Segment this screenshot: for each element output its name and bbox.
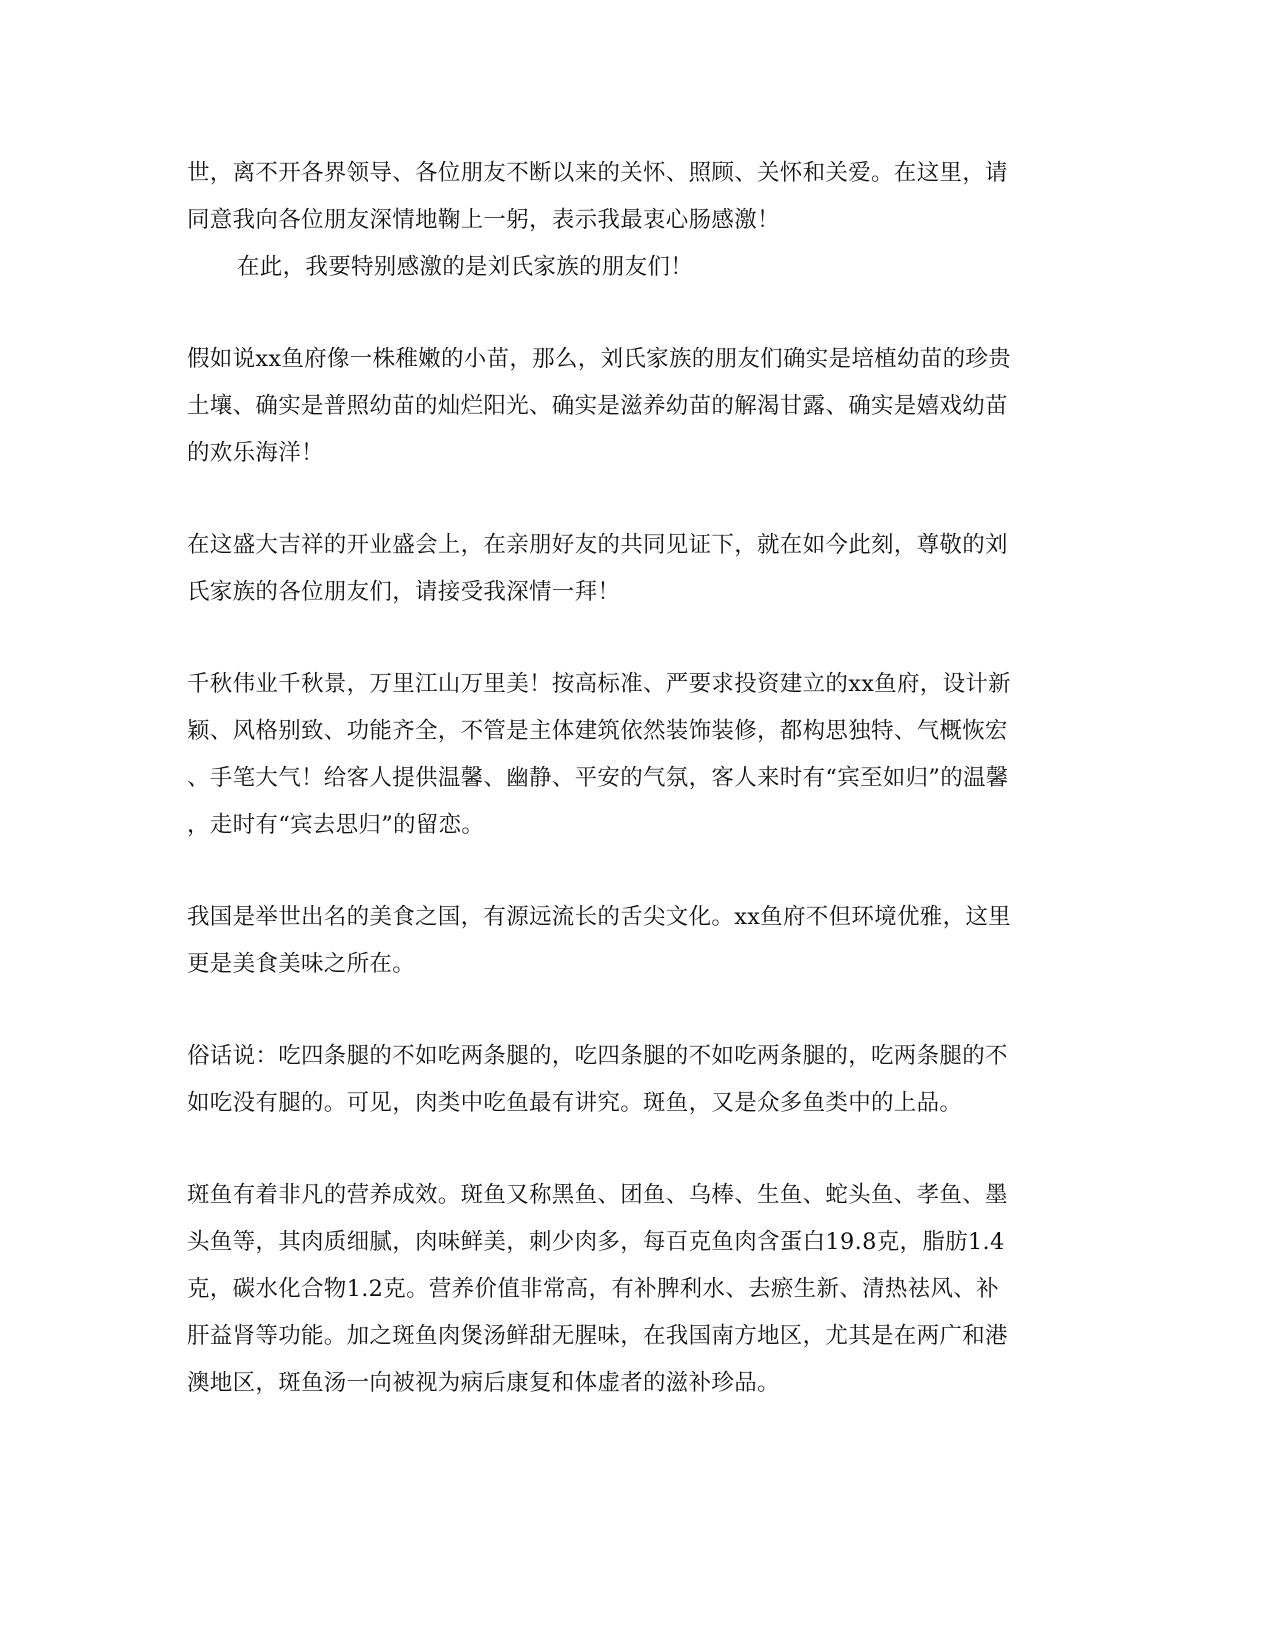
text-line: 同意我向各位朋友深情地鞠上一躬，表示我最衷心肠感激！ <box>187 207 780 233</box>
text-line: 假如说xx鱼府像一株稚嫩的小苗，那么，刘氏家族的朋友们确实是培植幼苗的珍贵 <box>187 346 1011 372</box>
text-line: 澳地区，斑鱼汤一向被视为病后康复和体虚者的滋补珍品。 <box>187 1370 780 1396</box>
text-line: 克，碳水化合物1.2克。营养价值非常高，有补脾利水、去瘀生新、清热祛风、补 <box>187 1276 999 1302</box>
text-line: 、手笔大气！给客人提供温馨、幽静、平安的气氛，客人来时有“宾至如归”的温馨 <box>187 765 1009 791</box>
text-line: 肝益肾等功能。加之斑鱼肉煲汤鲜甜无腥味，在我国南方地区，尤其是在两广和港 <box>187 1323 1008 1349</box>
paragraph-1 <box>187 150 1087 244</box>
text-line: 世，离不开各界领导、各位朋友不断以来的关怀、照顾、关怀和关爱。在这里，请 <box>187 160 1008 186</box>
paragraph-8 <box>187 1172 1087 1407</box>
paragraph-gap <box>187 477 1087 522</box>
text-line: 头鱼等，其肉质细腻，肉味鲜美，刺少肉多，每百克鱼肉含蛋白19.8克，脂肪1.4 <box>187 1229 1005 1255</box>
text-line: 千秋伟业千秋景，万里江山万里美！按高标准、严要求投资建立的xx鱼府，设计新 <box>187 671 1011 697</box>
text-line: 俗话说：吃四条腿的不如吃两条腿的，吃四条腿的不如吃两条腿的，吃两条腿的不 <box>187 1043 1008 1069</box>
document-body <box>187 150 1087 1407</box>
text-line: 颖、风格别致、功能齐全，不管是主体建筑依然装饰装修，都构思独特、气概恢宏 <box>187 718 1008 744</box>
paragraph-3 <box>187 336 1087 477</box>
text-line: 在此，我要特别感激的是刘氏家族的朋友们！ <box>237 254 694 280</box>
text-line: 我国是举世出名的美食之国，有源远流长的舌尖文化。xx鱼府不但环境优雅，这里 <box>187 904 1011 930</box>
text-line: 的欢乐海洋！ <box>187 440 324 466</box>
paragraph-gap <box>187 988 1087 1033</box>
text-line: 如吃没有腿的。可见，肉类中吃鱼最有讲究。斑鱼，又是众多鱼类中的上品。 <box>187 1090 963 1116</box>
paragraph-5 <box>187 661 1087 849</box>
text-line: 在这盛大吉祥的开业盛会上，在亲朋好友的共同见证下，就在如今此刻，尊敬的刘 <box>187 532 1008 558</box>
paragraph-gap <box>187 291 1087 336</box>
text-line: ，走时有“宾去思归”的留恋。 <box>187 812 485 838</box>
paragraph-6 <box>187 894 1087 988</box>
paragraph-4 <box>187 522 1087 616</box>
paragraph-7 <box>187 1033 1087 1127</box>
text-line: 斑鱼有着非凡的营养成效。斑鱼又称黑鱼、团鱼、乌棒、生鱼、蛇头鱼、孝鱼、墨 <box>187 1182 1008 1208</box>
text-line: 土壤、确实是普照幼苗的灿烂阳光、确实是滋养幼苗的解渴甘露、确实是嬉戏幼苗 <box>187 393 1008 419</box>
text-line: 氏家族的各位朋友们，请接受我深情一拜！ <box>187 579 621 605</box>
text-line: 更是美食美味之所在。 <box>187 951 416 977</box>
paragraph-gap <box>187 1127 1087 1172</box>
paragraph-gap <box>187 849 1087 894</box>
paragraph-2 <box>187 244 1087 291</box>
paragraph-gap <box>187 616 1087 661</box>
